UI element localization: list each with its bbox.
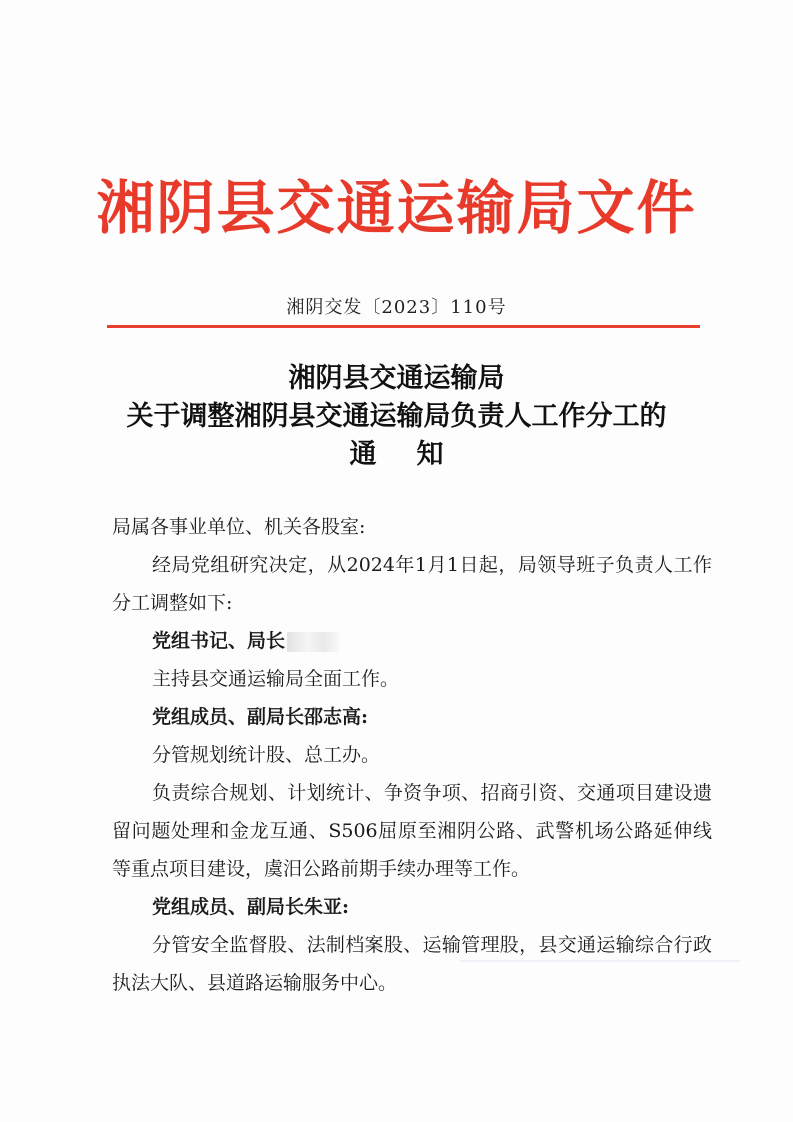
section-heading-deputy-shao: 党组成员、副局长邵志高: [152,706,369,728]
intro-paragraph: 经局党组研究决定，从2024年1月1日起，局领导班子负责人工作分工调整如下: [112,554,712,614]
section-paragraph: 分管规划统计股、总工办。 [152,744,381,766]
section-paragraph: 主持县交通运输局全面工作。 [152,668,400,690]
notice-title-line-2: 关于调整湘阴县交通运输局负责人工作分工的 [126,401,667,432]
section-paragraph: 分管安全监督股、法制档案股、运输管理股，县交通运输综合行政执法大队、县道路运输服务中心。 [112,934,712,994]
scan-artifact-line [460,960,740,962]
notice-title [0,360,793,474]
notice-body [112,508,712,1002]
notice-title-line-1: 湘阴县交通运输局 [288,363,505,394]
section-heading-party-secretary [112,622,712,660]
agency-document-title: 湘阴县交通运输局文件 [96,174,697,242]
document-number: 湘阴交发〔2023〕110号 [286,297,507,318]
section-heading-text: 党组书记、局长 [152,630,286,652]
section-heading-deputy-zhu: 党组成员、副局长朱亚: [152,896,350,918]
section-paragraph: 负责综合规划、计划统计、争资争项、招商引资、交通项目建设遗留问题处理和金龙互通、S506屈原至湘阴公路、武警机场公路延伸线等重点项目建设，虞汨公路前期手续办理等工作。 [112,782,712,880]
salutation: 局属各事业单位、机关各股室: [112,516,366,538]
notice-title-line-3: 通知 [349,439,484,470]
red-divider-line [107,325,700,328]
redacted-name-mark [287,632,339,652]
